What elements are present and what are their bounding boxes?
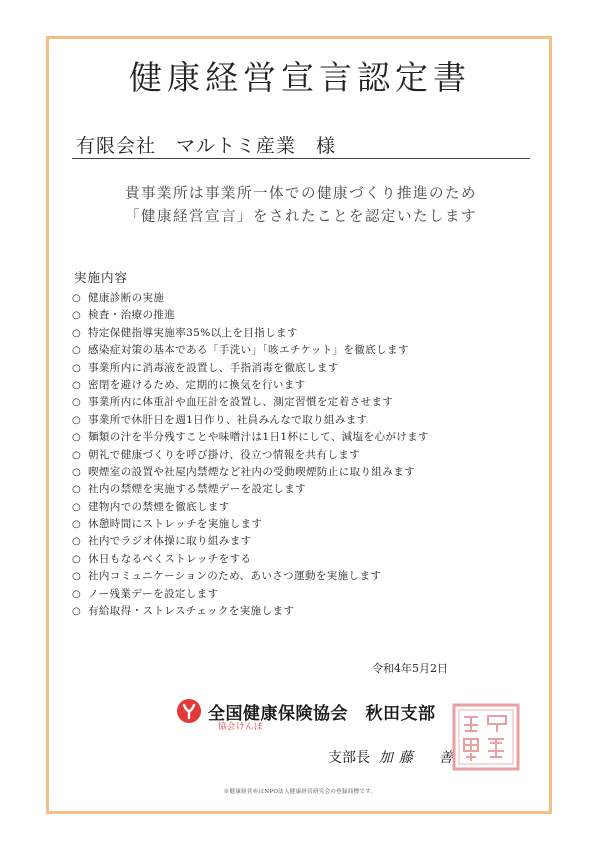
certification-statement [62,183,540,229]
list-item [72,447,429,464]
signer [328,747,459,767]
bullet-circle-icon: ○ [72,466,82,478]
list-item-text: 社内の禁煙を実施する禁煙デーを設定します [88,483,306,496]
list-item-text: 特定保健指導実施率35%以上を目指します [88,326,298,339]
list-item [72,464,429,481]
bullet-circle-icon: ○ [72,293,82,304]
bullet-circle-icon: ○ [72,484,82,496]
statement-line-1: 貴事業所は事業所一体での健康づくり推進のため [125,186,477,202]
list-item-text: 事業所内に体重計や血圧計を設置し、測定習慣を定着させます [88,396,394,409]
list-item [72,290,429,307]
list-item [72,481,429,498]
official-seal-icon [452,703,520,771]
list-item-text: 建物内での禁煙を徹底します [88,500,230,513]
bullet-circle-icon: ○ [72,571,82,583]
bullet-circle-icon: ○ [72,397,82,409]
bullet-circle-icon: ○ [72,501,82,513]
list-item-text: 社内コミュニケーションのため、あいさつ運動を実施します [88,570,382,583]
bullet-circle-icon: ○ [72,519,82,531]
bullet-circle-icon: ○ [72,606,82,618]
signer-signature: 加藤 善 [378,750,459,766]
list-item [72,533,429,550]
list-item-text: 喫煙室の設置や社屋内禁煙など社内の受動喫煙防止に取り組みます [88,465,415,478]
list-item-text: 事業所内に消毒液を設置し、手指消毒を徹底します [88,361,339,374]
list-item-text: 朝礼で健康づくりを呼び掛け、役立つ情報を共有します [88,448,361,461]
list-item [72,394,429,411]
organization-name: 全国健康保険協会 秋田支部 [208,704,436,724]
list-item-text: 休日もなるべくストレッチをする [88,552,252,565]
list-item [72,307,429,324]
list-item-text: ノー残業デーを設定します [88,587,219,600]
list-item [72,551,429,568]
list-item-text: 感染症対策の基本である「手洗い」「咳エチケット」を徹底します [88,344,409,357]
bullet-circle-icon: ○ [72,553,82,565]
list-item-text: 麺類の汁を半分残すことや味噌汁は1日1杯にして、減塩を心がけます [88,431,429,444]
bullet-circle-icon: ○ [72,536,82,548]
bullet-circle-icon: ○ [72,327,82,339]
bullet-circle-icon: ○ [72,345,82,357]
list-item-text: 社内でラジオ体操に取り組みます [88,535,252,548]
list-item [72,568,429,585]
certificate-title: 健康経営宣言認定書 [129,58,471,97]
list-item [72,412,429,429]
kyokai-kenpo-logo-icon [176,698,202,724]
trademark-footnote: ※健康経営®はNPO法人健康経営研究会の登録商標です。 [223,789,377,795]
bullet-circle-icon: ○ [72,414,82,426]
list-item-text: 検査・治療の推進 [88,309,176,322]
list-item [72,429,429,446]
bullet-circle-icon: ○ [72,588,82,600]
bullet-circle-icon: ○ [72,449,82,461]
list-item [72,516,429,533]
bullet-circle-icon: ○ [72,310,82,322]
list-item [72,360,429,377]
list-item [72,342,429,359]
list-item [72,603,429,620]
list-item [72,586,429,603]
recipient-underline [72,158,530,159]
list-item-text: 休憩時間にストレッチを実施します [88,518,263,531]
bullet-circle-icon: ○ [72,379,82,391]
list-item [72,499,429,516]
list-item-text: 事業所で休肝日を週1日作り、社員みんなで取り組みます [88,413,368,426]
organization-subtitle: 協会けんぽ [218,722,264,732]
issue-date: 令和4年5月2日 [372,662,448,675]
list-item-text: 健康診断の実施 [88,292,165,304]
list-item-text: 密閉を避けるため、定期的に換気を行います [88,378,306,391]
recipient-name: 有限会社 マルトミ産業 様 [76,135,337,157]
implementation-list [72,290,429,620]
section-title: 実施内容 [74,270,129,285]
list-item [72,377,429,394]
statement-line-2: 「健康経営宣言」をされたことを認定いたします [125,209,477,225]
bullet-circle-icon: ○ [72,432,82,444]
bullet-circle-icon: ○ [72,362,82,374]
list-item [72,325,429,342]
signer-title: 支部長 [328,750,370,766]
list-item-text: 有給取得・ストレスチェックを実施します [88,605,295,618]
